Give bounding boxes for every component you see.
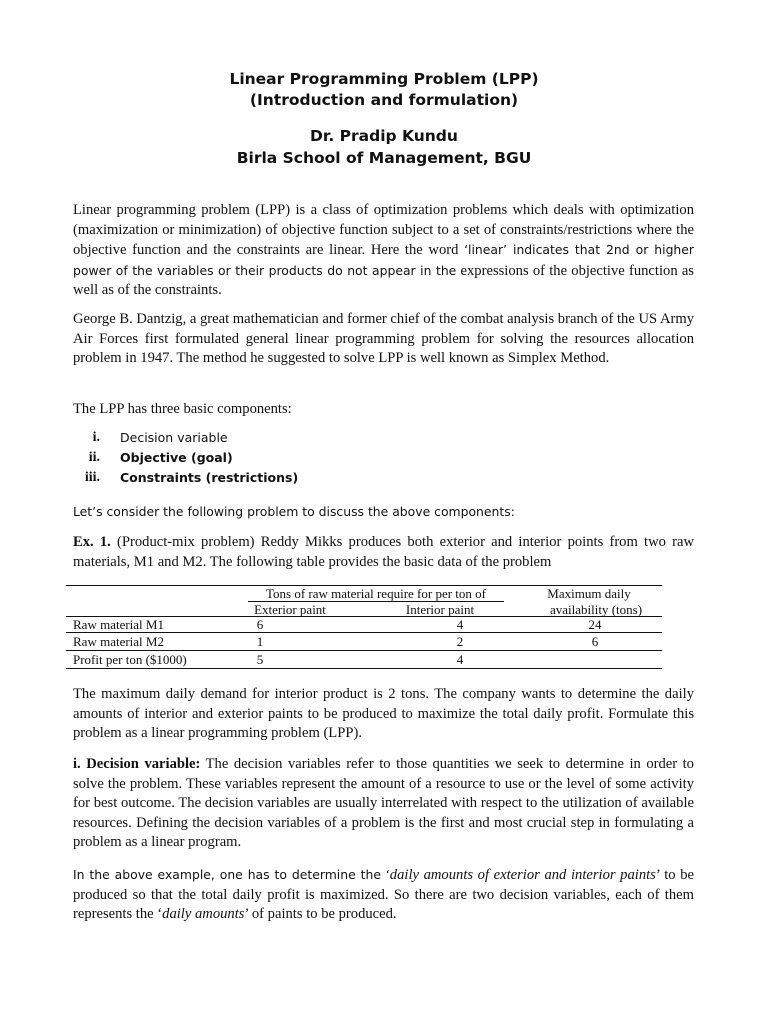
analysis-italic-1: daily amounts of exterior and interior paints: [389, 867, 656, 883]
intro-text-part2: ‘linear’ indicates that 2nd or higher power of the variables or their products do not appear in the: [73, 242, 694, 278]
row-label: Raw material M1: [73, 617, 164, 632]
example-analysis-paragraph: [73, 865, 694, 925]
table-col-max-line2: availability (tons): [549, 602, 643, 617]
intro-paragraph: [73, 201, 694, 301]
row-interior: 4: [456, 652, 464, 667]
list-number: iii.: [84, 470, 100, 485]
example-paragraph: [73, 533, 694, 572]
affiliation: Birla School of Management, BGU: [236, 149, 532, 167]
row-max: 24: [588, 617, 602, 632]
list-text: Decision variable: [120, 430, 228, 445]
intro-text-part3: expressions of the objective function as well as of the constraints.: [73, 262, 694, 298]
list-number: i.: [92, 430, 100, 445]
intro-text-part1: Linear programming problem (LPP) is a class of optimization problems which deals with optimization (maximization or minimization) of objective function subject to a set of constraints/restrictions where the objective function and the constraints are linear. Here the word: [73, 202, 694, 258]
decision-variable-paragraph: [73, 755, 694, 853]
title-line-2: (Introduction and formulation): [249, 91, 519, 109]
components-intro: The LPP has three basic components:: [73, 401, 292, 417]
list-text: Objective (goal): [120, 450, 233, 465]
history-paragraph: George B. Dantzig, a great mathematician and former chief of the combat analysis branch of the US Army Air Forces first formulated general linear programming problem for solving the resources allocation problem in 1947. The method he suggested to solve LPP is well known as Simplex Method.: [73, 311, 694, 366]
list-text: Constraints (restrictions): [120, 470, 299, 485]
table-bottom-rule: [66, 668, 662, 669]
row-interior: 2: [456, 634, 464, 649]
table-col-exterior: Exterior paint: [254, 602, 326, 617]
row-exterior: 5: [256, 652, 264, 667]
decision-variable-text: The decision variables refer to those quantities we seek to determine in order to solve the problem. These variables represent the amount of a resource to use or the level of some activity for best outcome. The decision variables are usually interrelated with respect to the utilization of available resources. Defining the decision variables of a problem is the first and most crucial step in formulating a problem as a linear program.: [73, 756, 694, 850]
row-interior: 4: [456, 617, 464, 632]
row-max: 6: [591, 634, 599, 649]
author-name: Dr. Pradip Kundu: [310, 127, 458, 145]
analysis-text-a: In the above example, one has to determine the ‘: [73, 867, 390, 882]
example-label: Ex. 1.: [73, 534, 111, 550]
analysis-text-c: ’ of paints to be produced.: [244, 906, 397, 922]
demand-paragraph: The maximum daily demand for interior product is 2 tons. The company wants to determine the daily amounts of interior and exterior paints to be produced to maximize the total daily profit. Formulate this problem as a linear programming problem (LPP).: [73, 686, 694, 741]
analysis-italic-2: daily amounts: [162, 906, 245, 922]
example-text: (Product-mix problem) Reddy Mikks produces both exterior and interior points from two raw materials, M1 and M2. The following table provides the basic data of the problem: [73, 534, 694, 570]
consider-paragraph: Let’s consider the following problem to discuss the above components:: [73, 504, 515, 519]
table-col-max-line1: Maximum daily: [547, 586, 631, 601]
list-number: ii.: [88, 450, 100, 465]
table-group-header: Tons of raw material require for per ton of: [265, 586, 486, 601]
analysis-text-b: ’ to be produced so that the total daily profit is maximized. So there are two decision variables, each of them represents the ‘: [73, 867, 694, 922]
row-exterior: 1: [256, 634, 264, 649]
row-exterior: 6: [256, 617, 264, 632]
decision-variable-label: i. Decision variable:: [73, 756, 201, 772]
row-label: Raw material M2: [73, 634, 164, 649]
table-col-interior: Interior paint: [405, 602, 475, 617]
title-line-1: Linear Programming Problem (LPP): [229, 70, 539, 88]
row-label: Profit per ton ($1000): [73, 652, 187, 667]
